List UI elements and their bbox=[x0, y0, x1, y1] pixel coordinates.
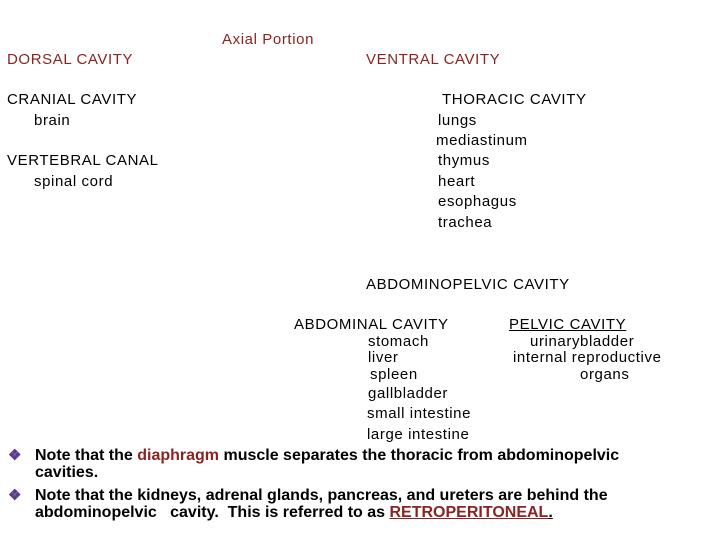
thoracic-item: mediastinum bbox=[436, 132, 528, 149]
note-highlight: diaphragm bbox=[137, 447, 220, 464]
note-text: muscle separates the thoracic from abdominopelvic bbox=[219, 447, 620, 464]
note-text: . bbox=[548, 504, 553, 521]
pelvic-item: internal reproductive bbox=[513, 349, 662, 366]
note-text: Note that the bbox=[35, 447, 138, 464]
note-retroperitoneal bbox=[35, 487, 608, 521]
vertebral-canal-heading: VERTEBRAL CANAL bbox=[7, 152, 159, 169]
thoracic-item: thymus bbox=[438, 152, 490, 169]
pelvic-item: organs bbox=[580, 366, 630, 383]
thoracic-item: lungs bbox=[438, 112, 477, 129]
thoracic-item: heart bbox=[438, 173, 476, 190]
thoracic-cavity-heading: THORACIC CAVITY bbox=[442, 91, 587, 108]
abdominal-item: gallbladder bbox=[368, 385, 448, 402]
abdominal-item: liver bbox=[368, 349, 399, 366]
abdominal-item: spleen bbox=[370, 366, 418, 383]
cranial-cavity-heading: CRANIAL CAVITY bbox=[7, 91, 138, 108]
page-title: Axial Portion bbox=[222, 31, 315, 48]
pelvic-item: urinarybladder bbox=[530, 333, 635, 350]
note-diaphragm bbox=[35, 447, 619, 481]
note-text: cavities. bbox=[35, 464, 99, 481]
diamond-bullet-icon: ❖ bbox=[8, 487, 22, 504]
note-highlight: RETROPERITONEAL bbox=[389, 504, 549, 521]
abdominal-item: small intestine bbox=[367, 405, 472, 422]
abdominal-item: stomach bbox=[368, 333, 429, 350]
thoracic-item: trachea bbox=[438, 214, 493, 231]
abdominal-item: large intestine bbox=[367, 426, 470, 443]
abdominal-cavity-heading: ABDOMINAL CAVITY bbox=[294, 316, 449, 333]
abdominopelvic-cavity-heading: ABDOMINOPELVIC CAVITY bbox=[366, 276, 570, 293]
vertebral-item: spinal cord bbox=[34, 173, 114, 190]
pelvic-cavity-heading: PELVIC CAVITY bbox=[509, 316, 627, 333]
dorsal-cavity-heading: DORSAL CAVITY bbox=[7, 51, 134, 68]
diamond-bullet-icon: ❖ bbox=[8, 447, 22, 464]
cranial-item: brain bbox=[34, 112, 71, 129]
note-text: abdominopelvic cavity. This is referred to as bbox=[35, 504, 390, 521]
note-text: Note that the kidneys, adrenal glands, pancreas, and ureters are behind the bbox=[35, 487, 608, 504]
thoracic-item: esophagus bbox=[438, 193, 517, 210]
ventral-cavity-heading: VENTRAL CAVITY bbox=[366, 51, 501, 68]
